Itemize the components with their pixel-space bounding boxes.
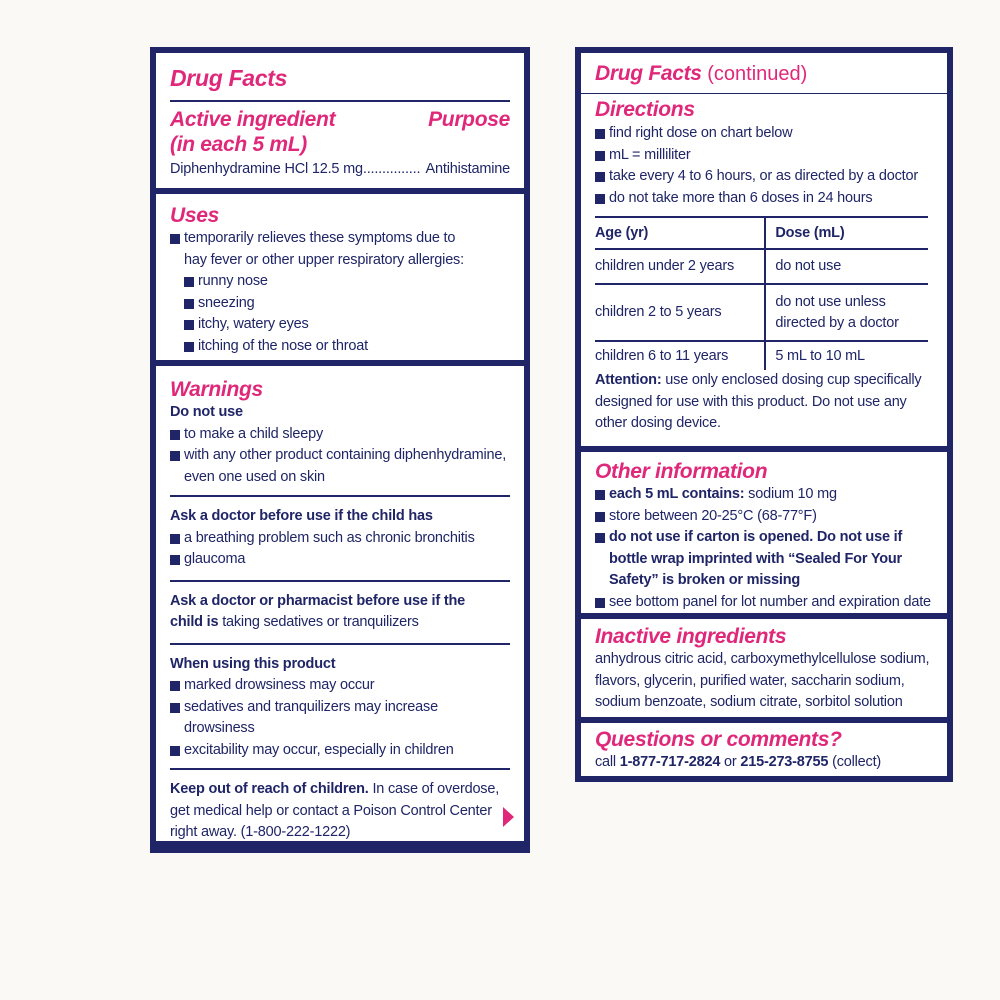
age-cell: children under 2 years (595, 249, 765, 284)
inactive-ingredients-section (581, 619, 947, 717)
uses-intro-cont: hay fever or other upper respiratory allergies: (184, 251, 464, 268)
bullet-icon (184, 320, 194, 330)
dose-cell-line: do not use unless (775, 293, 886, 310)
divider (170, 643, 510, 645)
bullet-icon (170, 703, 180, 713)
bullet-icon (595, 151, 605, 161)
bullet-icon (170, 451, 180, 461)
uses-item: itching of the nose or throat (198, 337, 368, 354)
tamper-warning-2: bottle wrap imprinted with “Sealed For Your (609, 550, 902, 567)
lot-info: see bottom panel for lot number and expiration date (609, 593, 931, 610)
directions-item: do not take more than 6 doses in 24 hours (609, 189, 873, 206)
ask-pharmacist-text: taking sedatives or tranquilizers (218, 614, 419, 630)
bullet-icon (595, 490, 605, 500)
bullet-icon (170, 746, 180, 756)
table-row (595, 284, 928, 341)
keep-out-text-2: get medical help or contact a Poison Control Center (170, 802, 492, 819)
keep-out-heading: Keep out of reach of children. (170, 781, 369, 797)
dosing-table (595, 216, 928, 370)
do-not-use-heading: Do not use (170, 404, 243, 420)
divider (170, 580, 510, 582)
continued-label: (continued) (701, 63, 808, 85)
inactive-ingredients-line: sodium benzoate, sodium citrate, sorbitol solution (595, 694, 903, 710)
purpose-heading: Purpose (428, 108, 510, 131)
ask-pharmacist-heading: Ask a doctor or pharmacist before use if the (170, 592, 465, 609)
ask-pharmacist-bold: child is (170, 614, 219, 630)
bullet-icon (184, 299, 194, 309)
attention-text-3: other dosing device. (595, 415, 721, 431)
age-cell: children 2 to 5 years (595, 284, 765, 341)
bullet-icon (595, 512, 605, 522)
bullet-icon (170, 681, 180, 691)
tamper-warning-3: Safety” is broken or missing (609, 572, 801, 588)
dose-cell-line: directed by a doctor (775, 314, 899, 331)
directions-item: find right dose on chart below (609, 125, 793, 141)
uses-section (156, 194, 524, 360)
divider (170, 768, 510, 770)
bullet-icon (184, 342, 194, 352)
warning-item-cont: even one used on skin (184, 468, 325, 485)
inactive-ingredients-line: anhydrous citric acid, carboxymethylcellulose sodium, (595, 651, 930, 667)
table-header-row (595, 217, 928, 249)
attention-text: use only enclosed dosing cup specifically (661, 372, 922, 388)
uses-item: runny nose (198, 273, 268, 289)
bullet-icon (184, 277, 194, 287)
tamper-warning: do not use if carton is opened. Do not use if (609, 529, 903, 545)
directions-heading: Directions (595, 98, 695, 121)
when-using-item: marked drowsiness may occur (184, 677, 375, 693)
collect-label: (collect) (828, 754, 882, 770)
ask-doctor-item: glaucoma (184, 551, 246, 567)
dose-cell: 5 mL to 10 mL (765, 341, 928, 370)
uses-heading: Uses (170, 204, 220, 227)
when-using-heading: When using this product (170, 655, 336, 672)
ask-doctor-item: a breathing problem such as chronic bronchitis (184, 529, 475, 546)
bullet-icon (595, 533, 605, 543)
directions-item: take every 4 to 6 hours, or as directed by a doctor (609, 168, 918, 184)
dose-cell: do not use (765, 249, 928, 284)
bullet-icon (170, 430, 180, 440)
inactive-ingredients-heading: Inactive ingredients (595, 625, 787, 648)
drug-facts-panel-left (150, 47, 530, 853)
bullet-icon (170, 234, 180, 244)
table-row (595, 249, 928, 284)
drug-facts-continued-title: Drug Facts (595, 62, 702, 85)
bullet-icon (595, 598, 605, 608)
keep-out-text: In case of overdose, (368, 781, 500, 797)
warning-item: to make a child sleepy (184, 425, 324, 442)
dose-cell (765, 284, 928, 341)
questions-heading: Questions or comments? (595, 728, 842, 751)
active-ingredient-subheading: (in each 5 mL) (170, 133, 307, 156)
call-label: call (595, 754, 620, 770)
sodium-label: each 5 mL contains: (609, 486, 745, 502)
uses-intro: temporarily relieves these symptoms due to (184, 230, 456, 246)
bullet-icon (170, 555, 180, 565)
table-header: Dose (mL) (765, 217, 928, 249)
continue-arrow-icon (503, 807, 514, 827)
ingredient-purpose: Antihistamine (425, 161, 510, 177)
uses-item: itchy, watery eyes (198, 316, 309, 332)
divider (170, 100, 510, 102)
drug-facts-title: Drug Facts (170, 65, 288, 91)
phone-number-2: 215-273-8755 (740, 754, 829, 770)
ingredient-name: Diphenhydramine HCl 12.5 mg............... (170, 161, 421, 177)
bullet-icon (595, 172, 605, 182)
questions-section (581, 723, 947, 776)
divider (170, 495, 510, 497)
active-ingredient-heading: Active ingredient (170, 108, 336, 131)
warnings-heading: Warnings (170, 378, 263, 401)
when-using-item: sedatives and tranquilizers may increase drowsiness (184, 698, 438, 736)
warnings-section (156, 366, 524, 841)
attention-text-2: designed for use with this product. Do not use any (595, 393, 907, 410)
or-label: or (720, 754, 741, 770)
other-information-section (581, 452, 947, 613)
other-information-heading: Other information (595, 460, 768, 483)
drug-facts-panel-right (575, 47, 953, 782)
bullet-icon (595, 129, 605, 139)
storage-info: store between 20-25°C (68-77°F) (609, 507, 817, 524)
active-ingredient-section (156, 53, 524, 188)
table-header: Age (yr) (595, 217, 765, 249)
inactive-ingredients-line: flavors, glycerin, purified water, saccharin sodium, (595, 672, 905, 689)
when-using-item: excitability may occur, especially in children (184, 741, 454, 758)
age-cell: children 6 to 11 years (595, 341, 765, 370)
uses-item: sneezing (198, 294, 255, 311)
ask-doctor-heading: Ask a doctor before use if the child has (170, 508, 433, 524)
directions-section (581, 53, 947, 446)
poison-control-phone: right away. (1-800-222-1222) (170, 824, 351, 840)
bullet-icon (170, 534, 180, 544)
warning-item: with any other product containing diphenhydramine, (184, 447, 507, 463)
sodium-value: sodium 10 mg (744, 486, 837, 502)
phone-number-1: 1-877-717-2824 (619, 754, 721, 770)
table-row (595, 341, 928, 370)
attention-label: Attention: (595, 372, 662, 388)
directions-item: mL = milliliter (609, 146, 691, 163)
bullet-icon (595, 194, 605, 204)
